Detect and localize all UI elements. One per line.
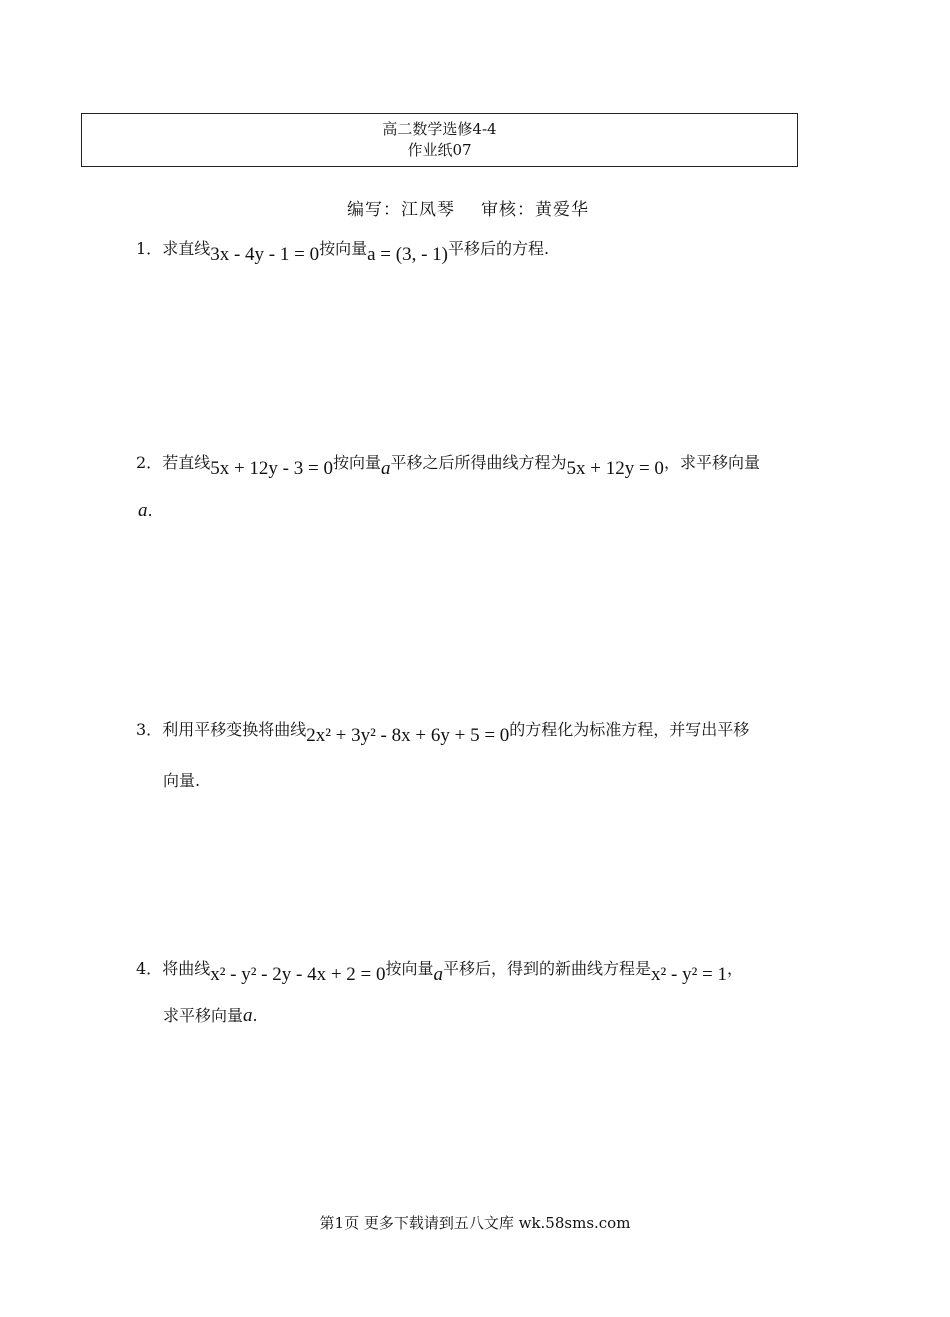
question-text: 按向量 bbox=[319, 239, 368, 258]
question-text: 将曲线 bbox=[162, 959, 211, 978]
page-title: 高二数学选修4-4 bbox=[382, 120, 497, 138]
question-number: 1． bbox=[136, 239, 163, 258]
question-3-line-2 bbox=[163, 768, 200, 791]
question-text: 平移之后所得曲线方程为 bbox=[390, 453, 567, 472]
authors-line bbox=[347, 195, 615, 220]
equation: 3x - 4y - 1 = 0 bbox=[210, 244, 320, 265]
vector: a bbox=[243, 1005, 253, 1026]
question-text: 平移后，得到的新曲线方程是 bbox=[443, 959, 652, 978]
reviewer: 审核：黄爱华 bbox=[481, 200, 589, 220]
question-2 bbox=[136, 450, 760, 479]
question-number: 2． bbox=[136, 453, 163, 472]
question-3 bbox=[136, 717, 750, 746]
question-text: 求直线 bbox=[162, 239, 211, 258]
question-text: 平移后的方程. bbox=[447, 239, 550, 258]
writer: 编写：江凤琴 bbox=[347, 200, 455, 220]
question-4-line-2 bbox=[163, 1003, 258, 1027]
question-text: 利用平移变换将曲线 bbox=[162, 720, 307, 739]
page-footer: 第1页 更多下载请到五八文库 wk.58sms.com bbox=[319, 1214, 631, 1232]
title-box bbox=[81, 113, 798, 167]
question-text: 按向量 bbox=[385, 959, 434, 978]
page-subtitle: 作业纸07 bbox=[407, 141, 472, 159]
vector: a = (3, - 1) bbox=[367, 244, 448, 265]
question-text: 按向量 bbox=[332, 453, 381, 472]
vector: a bbox=[433, 964, 444, 985]
question-text: 若直线 bbox=[162, 453, 211, 472]
equation: 2x² + 3y² - 8x + 6y + 5 = 0 bbox=[306, 725, 510, 746]
vector: a bbox=[380, 458, 391, 479]
question-text: ， bbox=[726, 959, 743, 978]
question-text: ，求平移向量 bbox=[663, 453, 760, 472]
question-4 bbox=[136, 956, 743, 985]
question-text: . bbox=[147, 501, 153, 520]
equation: x² - y² = 1 bbox=[651, 964, 727, 985]
equation: 5x + 12y = 0 bbox=[566, 458, 664, 479]
equation: 5x + 12y - 3 = 0 bbox=[210, 458, 333, 479]
question-text: 向量. bbox=[163, 771, 201, 790]
question-text: . bbox=[252, 1006, 258, 1025]
question-number: 4． bbox=[136, 959, 163, 978]
question-text: 的方程化为标准方程，并写出平移 bbox=[509, 720, 750, 739]
question-2-line-2 bbox=[138, 500, 153, 522]
equation: x² - y² - 2y - 4x + 2 = 0 bbox=[210, 964, 386, 985]
question-number: 3． bbox=[136, 720, 163, 739]
question-text: 求平移向量 bbox=[163, 1006, 244, 1025]
question-1 bbox=[136, 236, 550, 265]
vector: a bbox=[138, 500, 148, 521]
